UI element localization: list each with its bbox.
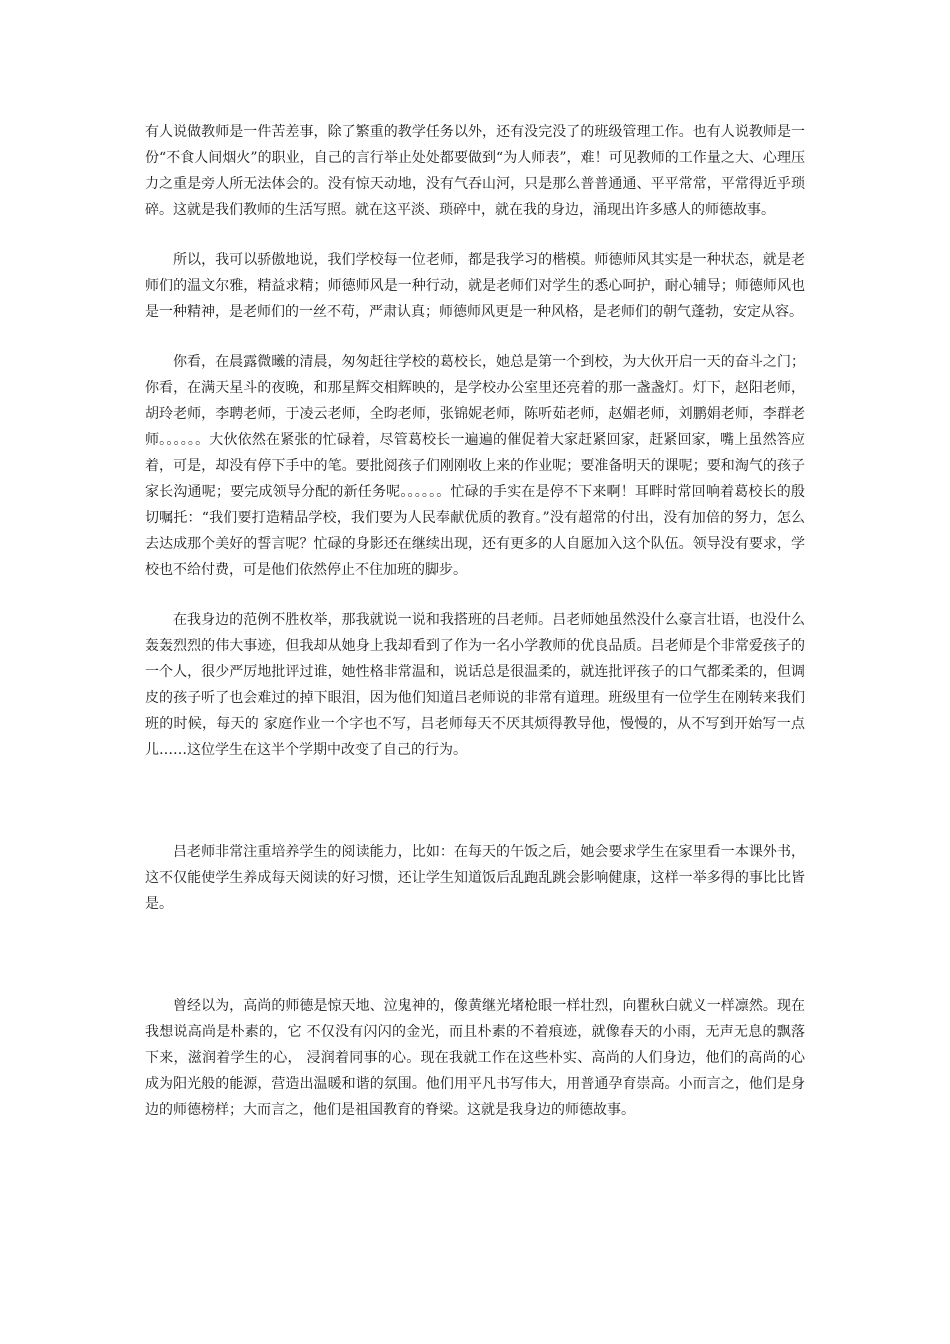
paragraph-intro: 有人说做教师是一件苦差事，除了繁重的教学任务以外，还有没完没了的班级管理工作。也有人说教师是一份“不食人间烟火”的职业，自己的言行举止处处都要做到“为人师表”，难！可见教师的工作量之大、心理压力之重是旁人所无法体会的。没有惊天动地，没有气吞山河，只是那么普普通通、平平常常，平常得近乎琐碎。这就是我们教师的生活写照。就在这平淡、琐碎中，就在我的身边，涌现出许多感人的师德故事。: [145, 124, 805, 218]
paragraph-conclusion: 曾经以为，高尚的师德是惊天地、泣鬼神的，像黄继光堵枪眼一样壮烈，向瞿秋白就义一样凛然。现在我想说高尚是朴素的，它 不仅没有闪闪的金光，而且朴素的不着痕迹，就像春天的小雨，无声无息的飘落下来，滋润着学生的心， 浸润着同事的心。现在我就工作在这些朴实、高尚的人们身边，他们的高尚的心成为阳光般的能源，营造出温暖和谐的氛围。他们用平凡书写伟大，用普通孕育崇高。小而言之，他们是身边的师德榜样；大而言之，他们是祖国教育的脊梁。这就是我身边的师德故事。: [145, 998, 805, 1118]
paragraph-role-models: 所以，我可以骄傲地说，我们学校每一位老师，都是我学习的楷模。师德师风其实是一种状态，就是老师们的温文尔雅，精益求精；师德师风是一种行动，就是老师们对学生的悉心呵护，耐心辅导；师德师风也是一种精神，是老师们的一丝不苟，严肃认真；师德师风更是一种风格，是老师们的朝气蓬勃，安定从容。: [145, 252, 805, 320]
document-page: [145, 119, 805, 1123]
paragraph-teacher-lv: 在我身边的范例不胜枚举，那我就说一说和我搭班的吕老师。吕老师她虽然没什么豪言壮语，也没什么轰轰烈烈的伟大事迹，但我却从她身上我却看到了作为一名小学教师的优良品质。吕老师是个非常爱孩子的一个人，很少严厉地批评过谁，她性格非常温和，说话总是很温柔的，就连批评孩子的口气都柔柔的，但调皮的孩子听了也会难过的掉下眼泪，因为他们知道吕老师说的非常有道理。班级里有一位学生在刚转来我们班的时候，每天的 家庭作业一个字也不写，吕老师每天不厌其烦得教导他，慢慢的，从不写到开始写一点儿……这位学生在这半个学期中改变了自己的行为。: [145, 612, 805, 758]
paragraph-overtime: 你看，在晨露微曦的清晨，匆匆赶往学校的葛校长，她总是第一个到校，为大伙开启一天的奋斗之门；你看，在满天星斗的夜晚，和那星辉交相辉映的，是学校办公室里还亮着的那一盏盏灯。灯下，赵阳老师，胡玲老师，李聘老师，于凌云老师，全昀老师，张锦妮老师，陈听茹老师，赵媚老师，刘鹏娟老师，李群老师。。。。。。大伙依然在紧张的忙碌着，尽管葛校长一遍遍的催促着大家赶紧回家，赶紧回家，嘴上虽然答应着，可是，却没有停下手中的笔。要批阅孩子们刚刚收上来的作业呢；要准备明天的课呢；要和淘气的孩子家长沟通呢；要完成领导分配的新任务呢。。。。。。忙碌的手实在是停不下来啊！耳畔时常回响着葛校长的殷切嘱托：“我们要打造精品学校，我们要为人民奉献优质的教育。”没有超常的付出，没有加倍的努力，怎么去达成那个美好的誓言呢？忙碌的身影还在继续出现，还有更多的人自愿加入这个队伍。领导没有要求，学校也不给付费，可是他们依然停止不住加班的脚步。: [145, 354, 805, 578]
paragraph-reading: 吕老师非常注重培养学生的阅读能力，比如：在每天的午饭之后，她会要求学生在家里看一本课外书，这不仅能使学生养成每天阅读的好习惯，还让学生知道饭后乱跑乱跳会影响健康，这样一举多得的事比比皆是。: [145, 844, 805, 912]
